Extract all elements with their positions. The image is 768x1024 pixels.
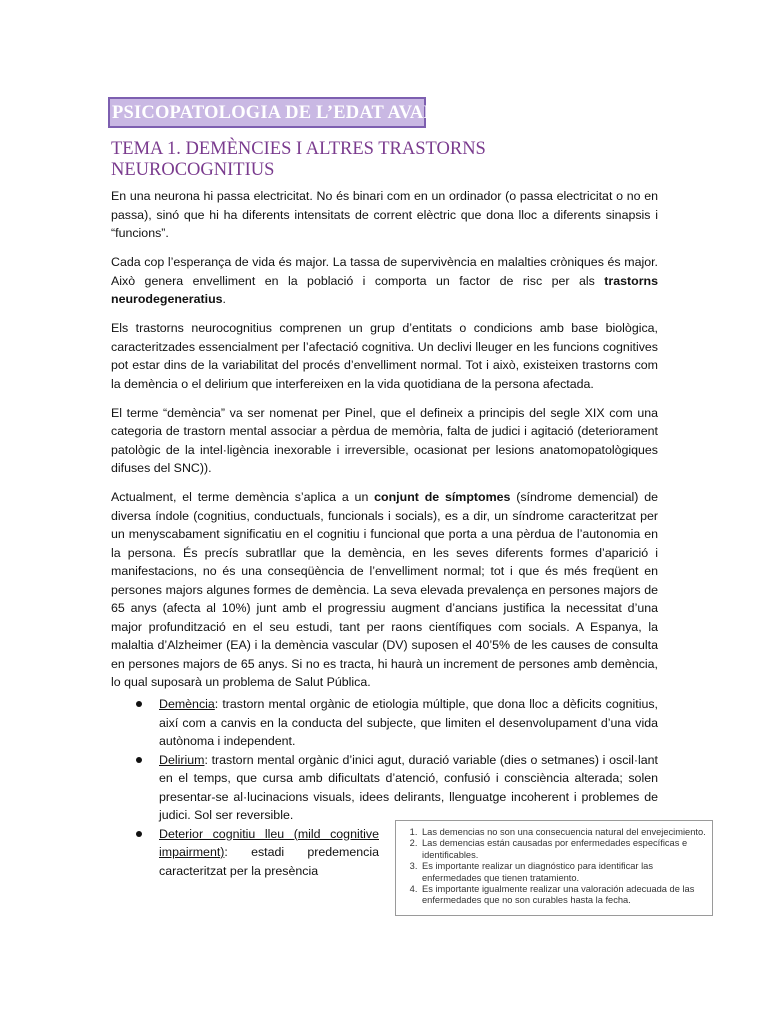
document-title: PSICOPATOLOGIA DE L’EDAT AVANÇADA bbox=[112, 103, 492, 123]
definition: : estadi predemencia caracteritzat per la presència bbox=[159, 845, 379, 878]
paragraph-5-end: (síndrome demencial) de diversa índole (cognitius, conductuals, funcionals i socials), es a dir, un síndrome caracteritzat per un menyscabament significatiu en el cognitiu i funcional que porta a una pèrdua de l’autonomia en la persona. És precís subratllar que la demència, en les seves diferents formes d’aparició i manifestacions, no és una conseqüència de l’envelliment normal; tot i que és més freqüent en persones majors algunes formes de demència. La seva elevada prevalença en persones majors de 65 anys (afecta al 10%) junt amb el progressiu augment d’ancians justifica la necessitat d’una major profundització en el seu estudi, tant per raons científiques com socials. A Espanya, la malaltia d’Alzheimer (EA) i la demència vascular (DV) suposen el 40’5% de les causes de consulta en persones majors de 65 anys. Si no es tracta, hi haurà un increment de persones amb demència, lo qual suposarà un problema de Salut Pública. bbox=[111, 490, 658, 689]
paragraph-2-text: Cada cop l’esperança de vida és major. La tassa de supervivència en malalties cròniques és major. Això genera envelliment en la població i comporta un factor de risc per als bbox=[111, 255, 658, 288]
list-item bbox=[111, 751, 658, 825]
term: Deterior cognitiu lleu (mild cognitive impairment) bbox=[159, 826, 379, 859]
definition: : trastorn mental orgànic de etiologia múltiple, que dona lloc a dèficits cognitius, així com a canvis en la conducta del subjecte, que limiten el desenvolupament d’una vida autònoma i independent. bbox=[159, 697, 658, 748]
term: Delirium bbox=[159, 752, 205, 767]
section-heading: TEMA 1. DEMÈNCIES I ALTRES TRASTORNS NEUROCOGNITIUS bbox=[111, 139, 486, 180]
key-point: 3. Es importante realizar un diagnóstico para identificar las enfermedades que tienen tratamiento. bbox=[420, 861, 706, 884]
definition: : trastorn mental orgànic d’inici agut, duració variable (dies o setmanes) i oscil·lant en el temps, que cursa amb dificultats d’atenció, confusió i consciència alterada; solen presentar-se al·lucinacions visuals, idees delirants, llenguatge incoherent i problemes de judici. Sol ser reversible. bbox=[159, 752, 658, 822]
key-point: 2. Las demencias están causadas por enfermedades específicas e identificables. bbox=[420, 838, 706, 861]
paragraph-2 bbox=[111, 253, 658, 309]
list-item bbox=[111, 695, 658, 751]
paragraph-2-bold: trastorns neurodegeneratius bbox=[111, 273, 658, 306]
bullet-icon bbox=[136, 701, 142, 707]
bullet-icon bbox=[136, 757, 142, 763]
key-points-list bbox=[396, 827, 706, 907]
body-text bbox=[111, 187, 658, 702]
paragraph-2-end: . bbox=[222, 292, 226, 306]
paragraph-5 bbox=[111, 488, 658, 692]
key-points-box bbox=[395, 820, 713, 916]
list-item bbox=[111, 825, 379, 881]
paragraph-4: El terme “demència” va ser nomenat per Pinel, que el defineix a principis del segle XIX com una categoria de trastorn mental associar a pèrdua de memòria, falta de judici i agitació (deteriorament patològic de la intel·ligència inexorable i irreversible, ocasionat per lesions anatomopatològiques difuses del SNC)). bbox=[111, 405, 658, 475]
key-point: 4. Es importante igualmente realizar una valoración adecuada de las enfermedades que no son curables hasta la fecha. bbox=[420, 884, 706, 907]
paragraph-3: Els trastorns neurocognitius comprenen un grup d’entitats o condicions amb base biològica, caracteritzades essencialment per l’afectació cognitiva. Un declivi lleuger en les funcions cognitives pot estar dins de la variabilitat del procés d’envelliment normal. Tot i això, existeixen trastorns com la demència o el delirium que interfereixen en la vida quotidiana de la persona afectada. bbox=[111, 321, 658, 391]
term: Demència bbox=[159, 697, 215, 711]
paragraph-1: En una neurona hi passa electricitat. No és binari com en un ordinador (o passa electricitat o no en passa), sinó que hi ha diferents intensitats de corrent elèctric que dona lloc a diferents sinapsis i “funcions”. bbox=[111, 189, 658, 240]
bullet-icon bbox=[136, 831, 142, 837]
key-point: 1. Las demencias no son una consecuencia natural del envejecimiento. bbox=[420, 827, 706, 838]
paragraph-5-text: Actualment, el terme demència s’aplica a un bbox=[111, 490, 375, 504]
document-title-banner bbox=[108, 97, 492, 128]
paragraph-5-bold: conjunt de símptomes bbox=[374, 490, 511, 504]
